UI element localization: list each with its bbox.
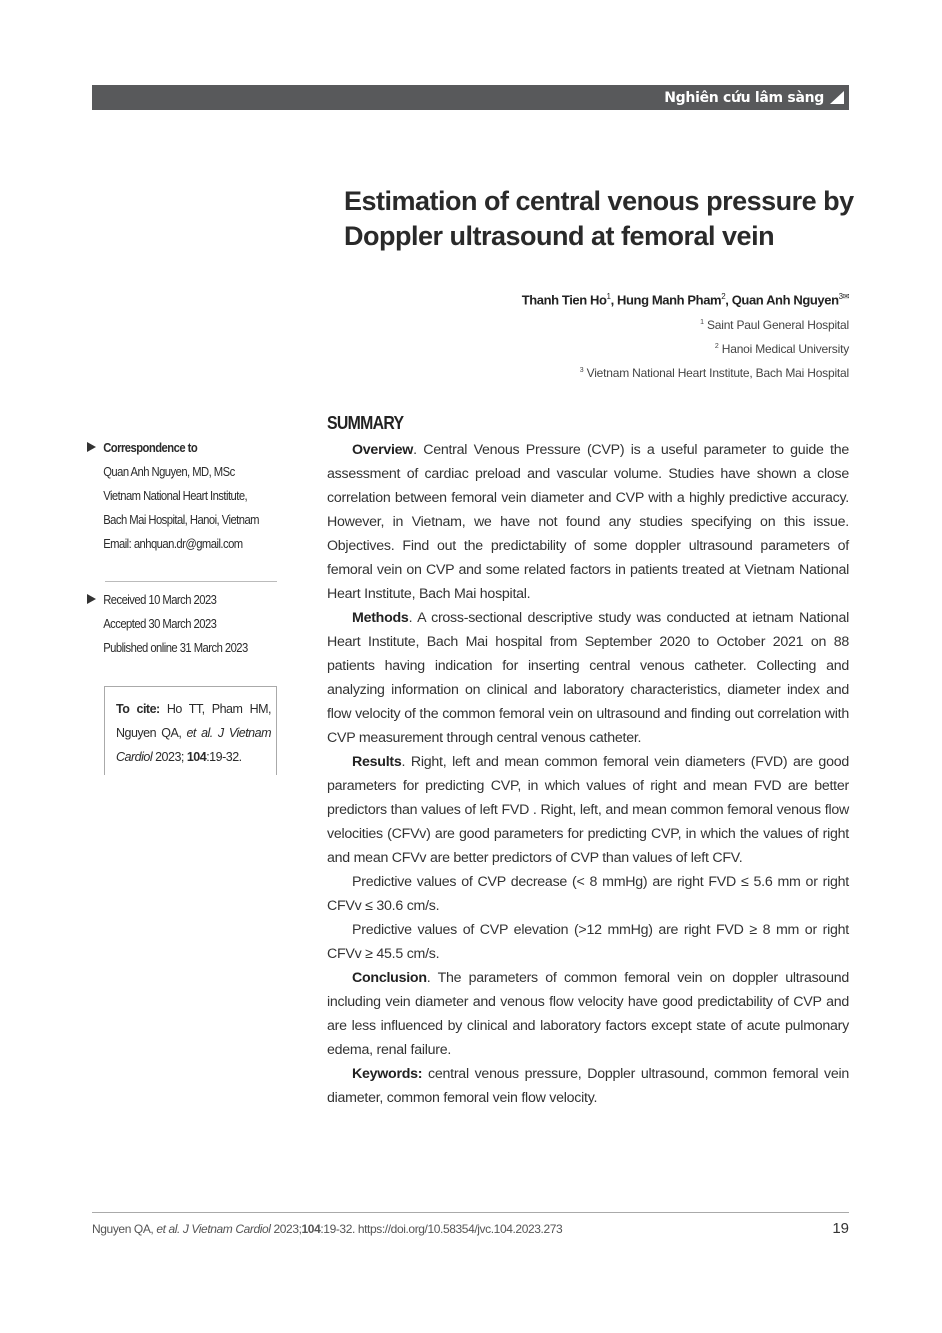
methods-label: Methods <box>352 610 409 626</box>
keywords-label: Keywords: <box>352 1066 423 1082</box>
section-header-bar <box>92 85 849 110</box>
author-sup: 1 <box>606 292 611 301</box>
accepted-date: Accepted 30 March 2023 <box>103 617 217 631</box>
cite-text <box>116 697 271 769</box>
received-date: Received 10 March 2023 <box>103 593 217 607</box>
keywords-paragraph <box>327 1062 849 1110</box>
footer-journal: et al. J Vietnam Cardiol <box>156 1222 271 1236</box>
results-label: Results <box>352 754 402 770</box>
affiliation-sup: 1 <box>700 319 704 326</box>
cite-authors: Ho TT, Pham HM, Nguyen QA, <box>116 702 271 740</box>
results-text: . Right, left and mean common femoral vein diameters (FVD) are good parameters for predicting CVP, in which values of right and mean FVD are better predictors than values of left FVD . Right, left, and mean common femoral venous flow velocities (CFVv) are good parameters for predicting CVP, in which the values of right and mean CFVv are better predictors of CVP than values of left CFV. <box>327 754 849 866</box>
author-sup: 3 <box>838 292 843 301</box>
footer-doi-link[interactable]: :19-32. https://doi.org/10.58354/jvc.104.2023.273 <box>320 1222 563 1236</box>
author-name: Quan Anh Nguyen <box>731 292 839 308</box>
affiliation-sup: 3 <box>579 367 584 374</box>
footer-volume: 104 <box>301 1222 321 1236</box>
correspondence-block <box>87 436 282 556</box>
sidebar-divider <box>105 581 277 582</box>
author-list: Thanh Tien Ho$^1$, Hung Manh Pham$^2$, Quan Anh Nguyen$^{3✉}$ <box>521 292 849 308</box>
affiliation <box>580 366 849 380</box>
envelope-icon[interactable]: ✉ <box>842 292 849 301</box>
footer-year: 2023; <box>270 1222 302 1236</box>
overview-text: . Central Venous Pressure (CVP) is a useful parameter to guide the assessment of cardiac preload and vascular volume. Studies have shown a close correlation between femoral vein diameter and CVP with a highly predictive accuracy. However, in Vietnam, we have not found any studies specifying on this issue. Objectives. Find out the predictability of some doppler ultrasound parameters of femoral vein on CVP and some related factors in patients treated at Vietnam National Heart Institute, Bach Mai hospital. <box>327 442 849 602</box>
published-date: Published online 31 March 2023 <box>103 641 248 655</box>
title-line-2: Doppler ultrasound at femoral vein <box>344 221 775 251</box>
summary-heading: SUMMARY <box>327 413 404 433</box>
author-name: Hung Manh Pham <box>617 292 722 308</box>
email-label: Email: <box>103 537 134 551</box>
keywords-text: central venous pressure, Doppler ultrasound, common femoral vein diameter, common femoral vein flow velocity. <box>327 1066 849 1106</box>
predictive-elevation-paragraph: Predictive values of CVP elevation (>12 mmHg) are right FVD ≥ 8 mm or right CFVv ≥ 45.5 cm/s. <box>327 922 849 962</box>
overview-paragraph <box>327 438 849 606</box>
section-label: Nghiên cứu lâm sàng <box>664 89 824 106</box>
cite-pages: :19-32. <box>206 750 242 764</box>
title-line-1: Estimation of central venous pressure by <box>344 186 854 216</box>
cite-journal: et al. J Vietnam Cardiol <box>116 726 271 764</box>
footer-divider <box>92 1212 849 1213</box>
cite-year: 2023; <box>152 750 187 764</box>
conclusion-label: Conclusion <box>352 970 427 986</box>
affiliation-text: Saint Paul General Hospital <box>706 318 849 332</box>
correspondence-line: Vietnam National Heart Institute, <box>103 489 248 503</box>
author-sup: 2 <box>721 292 726 301</box>
affiliation <box>715 342 849 356</box>
results-paragraph <box>327 750 849 870</box>
email-link[interactable]: anhquan.dr@gmail.com <box>133 537 243 551</box>
cite-label: To cite: <box>116 702 160 716</box>
author-name: Thanh Tien Ho <box>521 292 607 308</box>
correspondence-line: Bach Mai Hospital, Hanoi, Vietnam <box>103 513 260 527</box>
triangle-icon <box>830 91 844 104</box>
correspondence-heading: Correspondence to <box>103 441 198 455</box>
methods-text: . A cross-sectional descriptive study was conducted at ietnam National Heart Institute, Bach Mai hospital from September 2020 to October 2021 on 88 patients having indication for inserting central venous catheter. Collecting and analyzing information on clinical and laboratory characteristics, diameter index and flow velocity of the common femoral vein on ultrasound and finding out correlation with CVP measurement through central venous catheter. <box>327 610 849 746</box>
page-number: 19 <box>832 1220 849 1237</box>
cite-box <box>104 686 277 775</box>
footer-citation <box>92 1222 562 1236</box>
methods-paragraph <box>327 606 849 750</box>
summary-body <box>327 438 849 1110</box>
conclusion-paragraph <box>327 966 849 1062</box>
overview-label: Overview <box>352 442 414 458</box>
affiliation-text: Vietnam National Heart Institute, Bach Mai Hospital <box>586 366 849 380</box>
email-line <box>87 532 263 556</box>
dates-block <box>87 588 282 660</box>
predictive-decrease-paragraph: Predictive values of CVP decrease (< 8 mmHg) are right FVD ≤ 5.6 mm or right CFVv ≤ 30.6 cm/s. <box>327 874 849 914</box>
cite-volume: 104 <box>186 750 207 764</box>
correspondence-line: Quan Anh Nguyen, MD, MSc <box>103 465 235 479</box>
conclusion-text: . The parameters of common femoral vein on doppler ultrasound including vein diameter and venous flow velocity have good predictability of CVP and are less influenced by clinical and laboratory factors except state of acute pulmonary edema, renal failure. <box>327 970 849 1058</box>
article-title <box>344 184 864 254</box>
footer-authors: Nguyen QA, <box>92 1222 157 1236</box>
affiliation-text: Hanoi Medical University <box>721 342 849 356</box>
affiliation <box>700 318 849 332</box>
affiliation-sup: 2 <box>714 343 719 350</box>
